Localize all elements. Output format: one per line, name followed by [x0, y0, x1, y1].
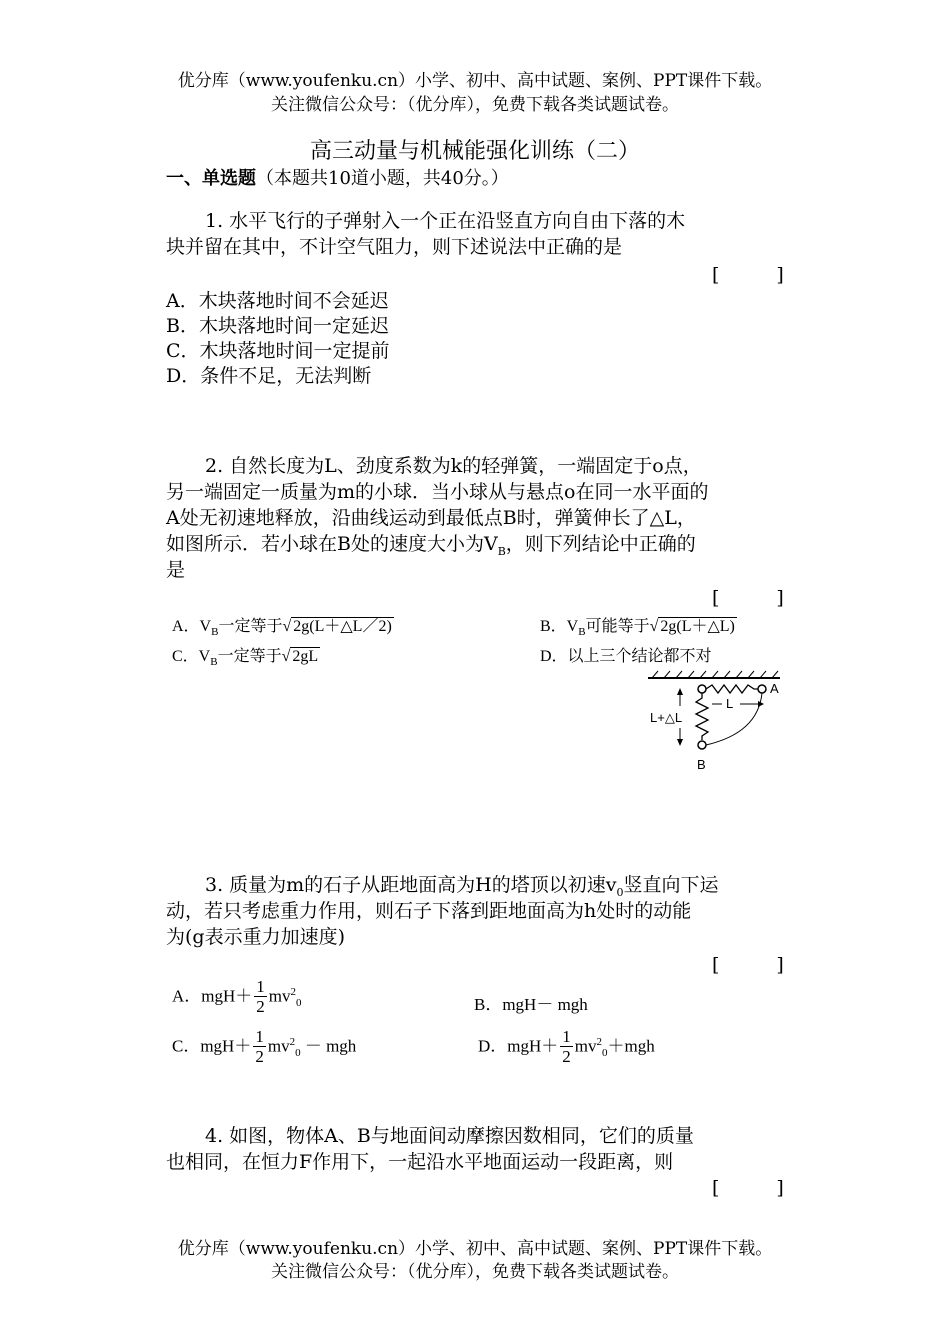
q3-option-d: [478, 1028, 655, 1067]
q3-line-1b: 竖直向下运: [623, 874, 719, 896]
q2-optA-radicand: 2g(L＋△L／2): [293, 618, 392, 635]
vertical-spring: [696, 693, 708, 740]
spring-pendulum-figure: [640, 668, 790, 778]
q4-answer-bracket: [ ]: [712, 1177, 784, 1199]
q1-line-2: 块并留在其中，不计空气阻力，则下述说法中正确的是: [166, 236, 623, 258]
q2-optC-mid: 一定等于: [217, 648, 282, 665]
q3-line-1a: 3. 质量为m的石子从距地面高为H的塔顶以初速v: [205, 874, 617, 896]
q2-optA-mid: 一定等于: [218, 618, 283, 635]
q3-optA-pre: A．mgH＋: [172, 986, 253, 1006]
q3-option-c: [172, 1028, 356, 1067]
q1-option-b: B．木块落地时间一定延迟: [166, 315, 389, 337]
q3-line-3: 为(g表示重力加速度): [166, 926, 345, 948]
q2-optC-radicand: 2gL: [292, 648, 319, 665]
q3-optD-pre: D．mgH＋: [478, 1036, 559, 1056]
ceiling-hatching: [652, 671, 778, 678]
label-b: B: [697, 757, 706, 772]
label-l: L: [726, 696, 734, 711]
q1-option-c: C．木块落地时间一定提前: [166, 340, 390, 362]
q3-optD-mv: mv: [574, 1036, 597, 1056]
q3-optD-sup: 2: [596, 1035, 603, 1048]
q1-option-a: A．木块落地时间不会延迟: [166, 290, 389, 312]
section-label: 一、单选题: [166, 168, 256, 189]
trajectory-curve: [706, 693, 762, 745]
q2-option-a: A．$V_B$一定等于√ 2g(L＋△L／2): [172, 618, 392, 639]
q2-line-4a: 如图所示．若小球在B处的速度大小为V: [166, 533, 498, 555]
dl-arrowhead-top: [677, 688, 683, 695]
q2-optB-sub: B: [578, 626, 586, 639]
q3-optC-sub: 0: [295, 1046, 301, 1059]
q3-optA-fraction: [254, 978, 267, 1017]
q2-optB-mid: 可能等于: [585, 618, 650, 635]
q2-optB-radicand: 2g(L＋△L): [660, 618, 735, 635]
q2-optA-sub: B: [211, 626, 219, 639]
q2-optC-pre: C．V: [172, 648, 211, 665]
section-heading: [166, 164, 509, 190]
q3-optA-den: 2: [256, 997, 265, 1016]
header-line-1: 优分库（www.youfenku.cn）小学、初中、高中试题、案例、PPT课件下载。: [177, 71, 773, 91]
dl-arrowhead-bottom: [677, 739, 683, 746]
q3-optD-fraction: [560, 1028, 573, 1067]
q3-optC-mv: mv: [267, 1036, 290, 1056]
label-l-plus-dl: L+△L: [650, 710, 683, 725]
pivot-o: [698, 685, 706, 693]
q3-optD-num: 1: [562, 1027, 571, 1046]
q3-answer-bracket: [ ]: [712, 954, 784, 976]
page-title: 高三动量与机械能强化训练（二）: [309, 139, 640, 164]
ball-a: [758, 685, 766, 693]
q2-line-1: 2. 自然长度为L、劲度系数为k的轻弹簧，一端固定于o点，: [205, 455, 702, 477]
horizontal-spring: [706, 685, 758, 693]
ball-b: [698, 741, 706, 749]
q2-optB-pre: B．V: [540, 618, 579, 635]
q2-answer-bracket: [ ]: [712, 587, 784, 609]
header-line-2: 关注微信公众号：（优分库），免费下载各类试题试卷。: [271, 95, 679, 115]
q2-optA-pre: A．V: [172, 618, 212, 635]
q2-line-4b: ，则下列结论中正确的: [505, 533, 696, 555]
footer-line-2: 关注微信公众号：（优分库），免费下载各类试题试卷。: [271, 1262, 679, 1282]
q3-optC-num: 1: [255, 1027, 264, 1046]
q2-line-4: [166, 531, 696, 565]
q3-optA-num: 1: [256, 977, 265, 996]
q2-line-3: A处无初速地释放，沿曲线运动到最低点B时，弹簧伸长了△L，: [166, 507, 696, 529]
q1-line-1: 1. 水平飞行的子弹射入一个正在沿竖直方向自由下落的木: [205, 210, 686, 232]
q3-optA-sup: 2: [290, 985, 297, 998]
q3-optD-post: ＋mgh: [607, 1036, 655, 1056]
label-a: A: [770, 681, 779, 696]
q2-line-5: 是: [166, 559, 186, 581]
q1-option-d: D．条件不足，无法判断: [166, 365, 372, 387]
q3-optC-sup: 2: [289, 1035, 296, 1048]
q3-optD-den: 2: [562, 1047, 571, 1066]
q2-option-d: D．以上三个结论都不对: [540, 648, 712, 665]
section-note: （本题共10道小题，共40分。）: [256, 168, 509, 189]
q2-optC-sub: B: [210, 656, 218, 669]
q4-line-2: 也相同，在恒力F作用下，一起沿水平地面运动一段距离，则: [166, 1151, 674, 1173]
q4-line-1: 4. 如图，物体A、B与地面间动摩擦因数相同，它们的质量: [205, 1125, 694, 1147]
q3-optC-pre: C．mgH＋: [172, 1036, 252, 1056]
q3-optD-sub: 0: [602, 1046, 608, 1059]
q3-optC-fraction: [253, 1028, 266, 1067]
q3-line-2: 动，若只考虑重力作用，则石子下落到距地面高为h处时的动能: [166, 900, 692, 922]
q2-line-2: 另一端固定一质量为m的小球．当小球从与悬点o在同一水平面的: [166, 481, 709, 503]
q1-answer-bracket: [ ]: [712, 264, 784, 286]
q3-line-1-sub: 0: [616, 885, 624, 899]
q3-option-b: B．mgH－ mgh: [474, 995, 588, 1014]
q3-optC-den: 2: [255, 1047, 264, 1066]
q3-optA-mv: mv: [268, 986, 291, 1006]
q2-option-c: C．$V_B$一定等于√ 2gL: [172, 648, 319, 669]
q2-line-4-sub: B: [497, 544, 506, 558]
footer-line-1: 优分库（www.youfenku.cn）小学、初中、高中试题、案例、PPT课件下载。: [177, 1239, 773, 1259]
q2-option-b: B．$V_B$可能等于√ 2g(L＋△L): [540, 618, 735, 639]
q3-optA-sub: 0: [296, 996, 302, 1009]
q3-option-a: [172, 978, 302, 1017]
q3-optC-post: － mgh: [304, 1036, 357, 1056]
